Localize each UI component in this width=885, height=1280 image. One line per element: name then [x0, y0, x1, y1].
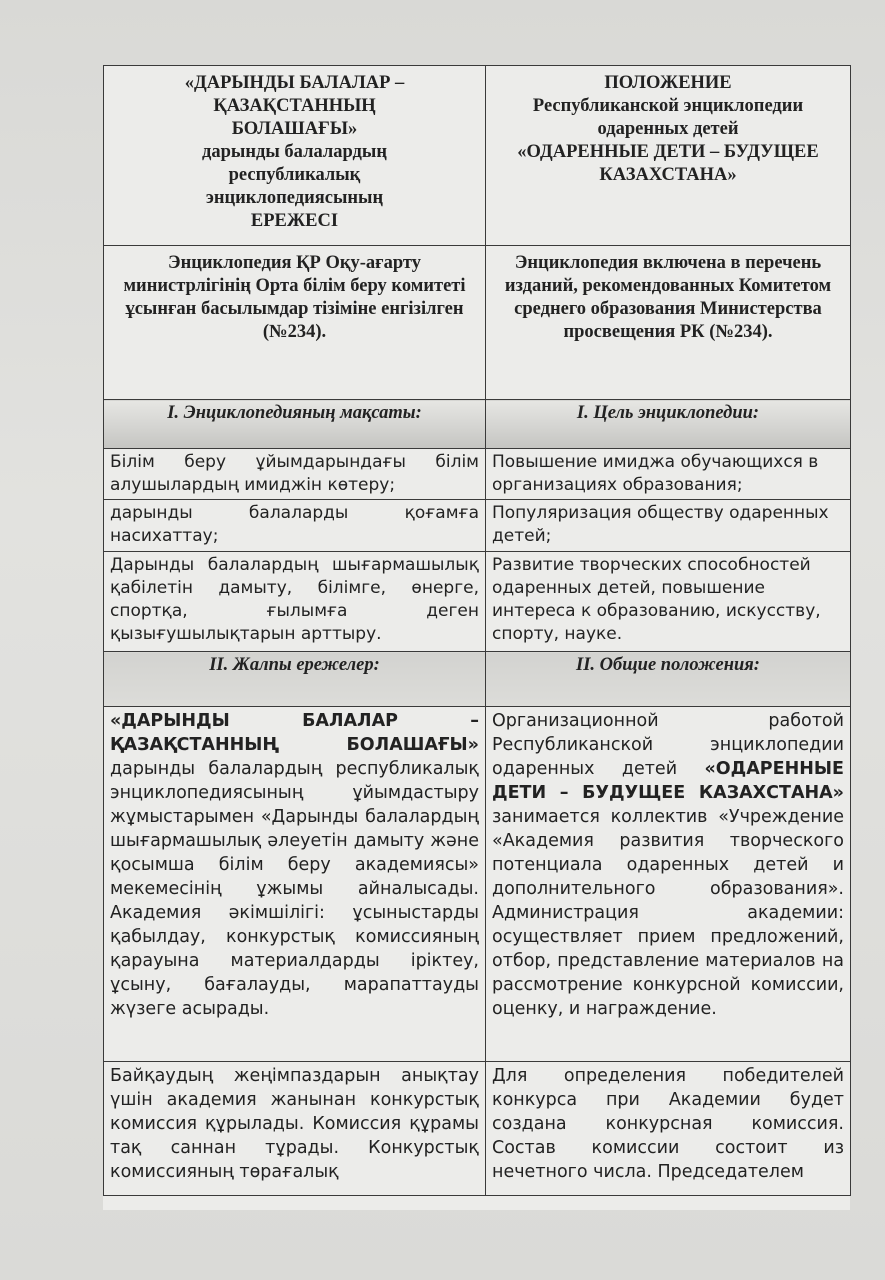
general-1-ru	[486, 707, 851, 1062]
section2-heading-kk: II. Жалпы ережелер:	[104, 652, 486, 707]
goal-row-2	[104, 500, 851, 552]
general-2-kk: Байқаудың жеңімпаздарын анықтау үшін академия жанынан конкурстық комиссия құрылады. Комиссия құрамы тақ саннан тұрады. Конкурстық комиссияның төрағалық	[104, 1062, 486, 1196]
general-row-1	[104, 707, 851, 1062]
kk-title-cell	[104, 66, 486, 246]
ru-title-doc: ПОЛОЖЕНИЕ	[604, 73, 732, 93]
kk-recommendation: Энциклопедия ҚР Оқу-ағарту министрлігінің Орта білім беру комитеті ұсынған басылымдар тізіміне енгізілген (№234).	[104, 246, 486, 400]
ru-recommendation: Энциклопедия включена в перечень изданий, рекомендованных Комитетом среднего образования Министерства просвещения РК (№234).	[486, 246, 851, 400]
goal-2-ru: Популяризация обществу одаренных детей;	[486, 500, 851, 552]
goal-3-kk: Дарынды балалардың шығармашылық қабілетін дамыту, білімге, өнерге, спортқа, ғылымға деген қызығушылықтарын арттыру.	[104, 552, 486, 652]
ru-title-main: «ОДАРЕННЫЕ ДЕТИ – БУДУЩЕЕ КАЗАХСТАНА»	[517, 142, 819, 185]
goal-3-ru: Развитие творческих способностей одаренных детей, повышение интереса к образованию, искусству, спорту, науке.	[486, 552, 851, 652]
section1-heading-ru: I. Цель энциклопедии:	[486, 400, 851, 449]
general-1-kk-title: «ДАРЫНДЫ БАЛАЛАР – ҚАЗАҚСТАННЫҢ БОЛАШАҒЫ»	[110, 711, 479, 755]
general-1-kk-text: дарынды балалардың республикалық энциклопедиясының ұйымдастыру жұмыстарымен «Дарынды балалардың шығармашылық әлеуетін дамыту және қосымша білім беру академиясы» мекемесінің ұжымы айналысады. Академия әкімшілігі: ұсыныстарды қабылдау, конкурстық комиссияның қарауына материалдарды іріктеу, ұсыну, бағалауды, марапаттауды жүзеге асырады.	[110, 759, 479, 1019]
section1-heading-row	[104, 400, 851, 449]
ru-title-sub: Республиканской энциклопедии одаренных детей	[532, 96, 804, 139]
goal-1-ru: Повышение имиджа обучающихся в организациях образования;	[486, 449, 851, 500]
goal-1-kk: Білім беру ұйымдарындағы білім алушылардың имиджін көтеру;	[104, 449, 486, 500]
ru-title-cell	[486, 66, 851, 246]
section2-heading-row	[104, 652, 851, 707]
title-row	[104, 66, 851, 246]
kk-title-sub: дарынды балалардың республикалық энциклопедиясының	[201, 142, 388, 208]
kk-title-doc: ЕРЕЖЕСІ	[250, 211, 339, 231]
goal-2-kk: дарынды балаларды қоғамға насихаттау;	[104, 500, 486, 552]
general-1-ru-text1: Организационной работой Республиканской энциклопедии одаренных детей	[492, 711, 844, 779]
section2-heading-ru: II. Общие положения:	[486, 652, 851, 707]
section1-heading-kk: I. Энциклопедияның мақсаты:	[104, 400, 486, 449]
kk-title-main: «ДАРЫНДЫ БАЛАЛАР – ҚАЗАҚСТАННЫҢ БОЛАШАҒЫ»	[184, 73, 405, 139]
general-2-ru: Для определения победителей конкурса при Академии будет создана конкурсная комиссия. Состав комиссии состоит из нечетного числа. Председателем	[486, 1062, 851, 1196]
goal-row-3	[104, 552, 851, 652]
general-row-2	[104, 1062, 851, 1196]
bilingual-regulation-table	[103, 65, 851, 1196]
goal-row-1	[104, 449, 851, 500]
general-1-kk	[104, 707, 486, 1062]
recommendation-row	[104, 246, 851, 400]
general-1-ru-title: «ОДАРЕННЫЕ ДЕТИ – БУДУЩЕЕ КАЗАХСТАНА»	[492, 759, 844, 803]
general-1-ru-text2: занимается коллектив «Учреждение «Академия развития творческого потенциала одаренных детей и дополнительного образования». Администрация академии: осуществляет прием предложений, отбор, представление материалов на рассмотрение конкурсной комиссии, оценку, и награждение.	[492, 807, 844, 1019]
